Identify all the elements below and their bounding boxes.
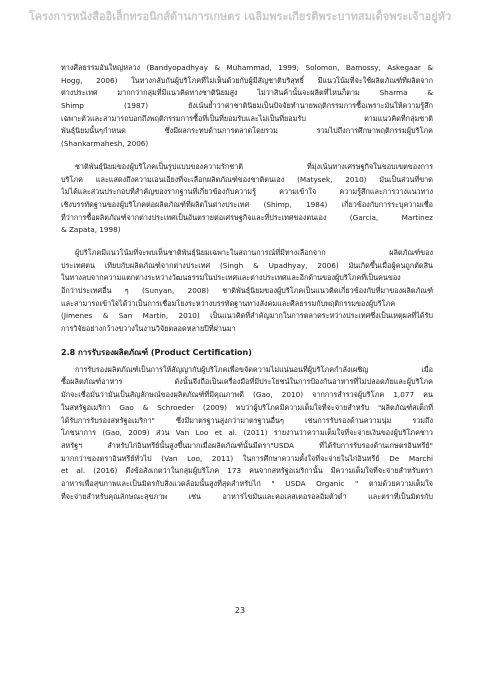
document-body — [61, 62, 433, 503]
text-line: เชิงบรรทัดฐานของผู้บริโภคต่อผลิตภัณฑ์ที่ผลิตในต่างประเทศ (Shimp, 1984) เกี่ยวข้องกับการระบุความเชื่อ — [61, 199, 433, 209]
section-heading: 2.8 การรับรองผลิตภัณฑ์ (Product Certification) — [61, 347, 252, 357]
text-line: มากกว่าของตราอินทรีย์ทั่วไป (Van Loo, 2011) ในการศึกษาความตั้งใจที่จะจ่ายในไก่อินทรีย์ De Marchi — [61, 453, 433, 463]
text-line: ในสหรัฐอเมริกา Gao & Schroeder (2009) พบว่าผู้บริโภคมีความเต็มใจที่จะจ่ายสำหรับ "ผลิตภัณฑ์สเต็กที่ — [61, 402, 433, 412]
page-number: 23 — [234, 606, 246, 615]
text-line: การวิจัยอย่างกว้างขวางในงานวิจัยตลอดหลายปีที่ผ่านมา — [61, 324, 236, 334]
text-line: Shimp (1987) ยังเน้นย้ำว่าค่าชาตินิยมเป็นปัจจัยทำนายพฤติกรรมการซื้อเพราะมันให้ความรู้สึก — [61, 101, 433, 111]
text-line: et al. (2016) ดึงข้อสังเกตว่าในกลุ่มผู้บริโภค 173 คนจากสหรัฐอเมริกานั้น มีความเต็มใจที่จะจ่ายสำหรับตรา — [61, 466, 433, 476]
paragraph-1 — [61, 62, 433, 151]
text-line: ต่างประเทศ มากกว่ากลุ่มที่มีแนวคิดทางชาตินิยมสูง ไม่ว่าสินค้านั้นจะผลิตที่ไหนก็ตาม Sharma & — [61, 88, 433, 98]
page-header: โครงการหนังสืออิเล็กทรอนิกส์ด้านการเกษตร เฉลิมพระเกียรติพระบาทสมเด็จพระเจ้าอยู่หัว — [28, 10, 452, 23]
text-line: ซื้อผลิตภัณฑ์อาหาร ดังนั้นจึงถือเป็นเครื่องมือที่มีประโยชน์ในการป้องกันอาหารที่ไม่ปลอดภัยและผู้บริโภค — [61, 377, 433, 387]
text-line: ทางศีลธรรมอันใหญ่หลวง (Bandyopadhyay & Muhammad, 1999; Solomon, Bamossy, Askegaar & — [61, 63, 433, 72]
text-line: ไม่ได้และส่วนประกอบที่สำคัญของรากฐานที่เกี่ยวข้องกับความรู้ ความเข้าใจ ความรู้สึกและการวางแนวทาง — [61, 187, 433, 197]
paragraph-3 — [61, 247, 433, 336]
text-line: เฉพาะตัวและสามารถบอกถึงพฤติกรรมการซื้อที่เป็นที่ยอมรับและไม่เป็นที่ยอมรับ ตามแนวคิดที่กลุ่มชาติ — [61, 113, 433, 123]
paragraph-2 — [61, 161, 433, 237]
text-line: อีกว่าประเทศอื่น ๆ (Sunyan, 2008) ชาติพันธุ์นิยมของผู้บริโภคเป็นแนวคิดเกี่ยวข้องกับที่มาของผลิตภัณฑ์ — [61, 286, 433, 295]
text-line: ผู้บริโภคมีแนวโน้มที่จะพบเห็นชาติพันธุ์นิยมเฉพาะในสถานการณ์ที่มีทางเลือกจาก ผลิตภัณฑ์ของ — [75, 247, 433, 257]
text-line: บริโภค และแสดงถึงความเอนเอียงที่จะเลือกผลิตภัณฑ์ของชาติตนเอง (Matysek, 2010) มันเป็นส่วนที่ขาด — [61, 174, 433, 184]
text-line: มักจะเชื่อมั่นว่ามันเป็นสัญลักษณ์ของผลิตภัณฑ์ที่มีคุณภาพดี (Gao, 2010) จากการสำรวจผู้บริโภค 1,077 คน — [61, 390, 433, 400]
text-line: & Zapata, 1998) — [61, 225, 121, 235]
text-line: พันธุ์นิยมนั้นๆกำหนด ซึ่งมีผลกระทบด้านการตลาดโดยรวม รวมไปถึงการศึกษาพฤติกรรมผู้บริโภค — [61, 126, 433, 136]
text-line: การรับรองผลิตภัณฑ์เป็นการให้สัญญากับผู้บริโภคเพื่อขจัดความไม่แน่นอนที่ผู้บริโภคกำลังเผชิญ เมื่อ — [75, 364, 433, 374]
text-line: โภชนาการ (Gao, 2009) ส่วน Van Loo et al. (2011) รายงานว่าความเต็มใจที่จะจ่ายเงินของผู้บริโภคชาว — [61, 428, 433, 438]
text-line: ชาติพันธุ์นิยมของผู้บริโภคเป็นรูปแบบของความรักชาติ ที่มุ่งเน้นทางเศรษฐกิจในขอบเขตของการ — [75, 161, 433, 171]
text-line: และสามารถเข้าใจได้ว่าเป็นการเชื่อมโยงระหว่างบรรทัดฐานทางสังคมและศีลธรรมกับพฤติกรรมของผู้บริโภค — [61, 298, 396, 308]
text-line: (Shankarmahesh, 2006) — [61, 139, 149, 149]
text-line: ที่ว่าการซื้อผลิตภัณฑ์จากต่างประเทศเป็นอันตรายต่อเศรษฐกิจและที่ประเทศของตนเอง (Garcia, Martinez — [61, 212, 433, 222]
text-line: สหรัฐฯ สำหรับไก่อินทรีย์นั้นสูงขึ้นมากเมื่อผลิตภัณฑ์นั้นมีตรา"USDA ที่ได้รับการรับรองด้านเกษตรอินทรีย์" — [61, 440, 433, 450]
text-line: (Jimenes & San Martin, 2010) เป็นแนวคิดที่สำคัญมากในการตลาดระหว่างประเทศซึ่งเป็นเหตุผลที่ได้รับ — [61, 311, 433, 321]
text-line: ได้รับการรับรองสหรัฐอเมริกา" ซึ่งมีมาตรฐานสูงกว่ามาตรฐานอื่นๆ เช่นการรับรองด้านความนุ่ม รวมถึง — [61, 415, 433, 425]
section-paragraph — [61, 364, 433, 504]
text-line: Hogg, 2006) ในทางกลับกันผู้บริโภคที่ไม่เห็นด้วยกับผู้มีสัญชาติบริสุทธิ์ มีแนวโน้มที่จะใช้ผลิตภัณฑ์ที่ผลิตจาก — [61, 75, 433, 85]
text-line: ประเทศตน เทียบกับผลิตภัณฑ์จากต่างประเทศ (Singh & Upadhyay, 2006) มันเกิดขึ้นเมื่อผู้คนถูกตัดสิน — [61, 260, 433, 270]
text-line: ที่จะจ่ายสำหรับคุณลักษณะสุขภาพ เช่น อาหารไขมันและคอเลสเตอรอลอิ่มตัวต่ำ และตราที่เป็นมิตรกับ — [61, 491, 433, 501]
text-line: ในทางลบจากความแตกต่างระหว่างวัฒนธรรมในประเทศและต่างประเทศและอีกด้านของผู้บริโภคที่เป็นคนของ — [61, 273, 401, 283]
text-line: อาหารเพื่อสุขภาพและเป็นมิตรกับสิ่งแวดล้อมนั้นสูงที่สุดสำหรับไก่ " USDA Organic " ตามด้วยความเต็มใจ — [61, 478, 433, 488]
